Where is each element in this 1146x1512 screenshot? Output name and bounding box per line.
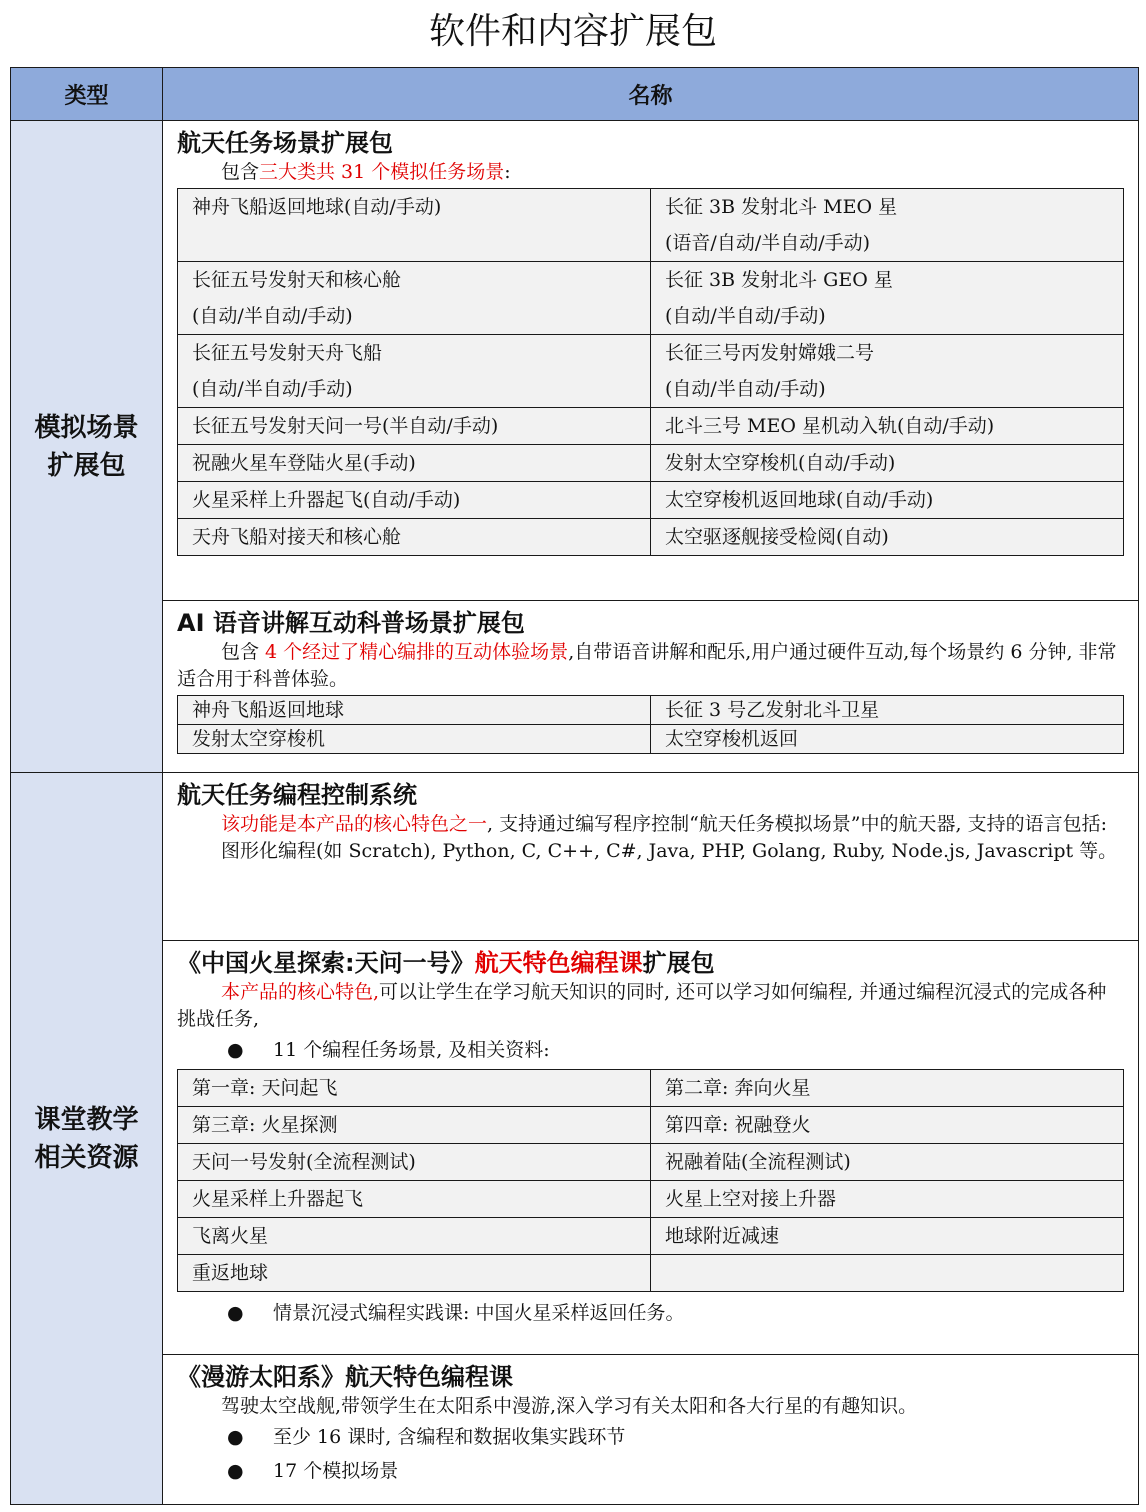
grid-cell: 长征 3B 发射北斗 MEO 星 (语音/自动/半自动/手动) [651,189,1124,262]
block-intro: 本产品的核心特色,可以让学生在学习航天知识的同时, 还可以学习如何编程, 并通过编程沉浸式的完成各种挑战任务, [177,981,1107,1030]
grid-row [178,482,1124,519]
type-cell-class [11,773,163,1505]
block-programming-system [163,773,1139,941]
block-ai-voice-pack [163,601,1139,773]
grid-row [178,1107,1124,1144]
block-intro: 驾驶太空战舰,带领学生在太阳系中漫游,深入学习有关太阳和各大行星的有趣知识。 [221,1395,918,1417]
grid-cell: 长征三号丙发射嫦娥二号 (自动/半自动/手动) [651,335,1124,408]
grid-cell: 天问一号发射(全流程测试) [178,1144,651,1181]
grid-cell: 太空驱逐舰接受检阅(自动) [651,519,1124,556]
header-name: 名称 [163,68,1139,121]
grid-cell: 北斗三号 MEO 星机动入轨(自动/手动) [651,408,1124,445]
grid-cell: 发射太空穿梭机 [178,725,651,754]
grid-row [178,1144,1124,1181]
type-label-class: 课堂教学 相关资源 [34,1104,139,1173]
grid-cell: 长征五号发射天问一号(半自动/手动) [178,408,651,445]
bullet-item: ● 17 个模拟场景 [177,1454,1124,1488]
grid-cell: 太空穿梭机返回地球(自动/手动) [651,482,1124,519]
grid-cell: 太空穿梭机返回 [651,725,1124,754]
block-title: 《漫游太阳系》航天特色编程课 [177,1363,513,1391]
grid-cell: 祝融着陆(全流程测试) [651,1144,1124,1181]
grid-cell: 第三章: 火星探测 [178,1107,651,1144]
scene-grid [177,188,1124,556]
grid-row [178,262,1124,335]
block-intro: 该功能是本产品的核心特色之一, 支持通过编写程序控制“航天任务模拟场景”中的航天器, 支持的语言包括: [221,813,1108,835]
grid-cell: 火星采样上升器起飞 [178,1181,651,1218]
block-title: 《中国火星探索:天问一号》航天特色编程课扩展包 [177,949,715,977]
block-solar-system-course [163,1355,1139,1505]
extension-pack-table [10,67,1139,1505]
grid-row [178,519,1124,556]
page-title: 软件和内容扩展包 [428,11,717,52]
grid-cell: 地球附近减速 [651,1218,1124,1255]
grid-row [178,335,1124,408]
grid-cell: 第四章: 祝融登火 [651,1107,1124,1144]
grid-cell: 神舟飞船返回地球 [178,696,651,725]
grid-row [178,696,1124,725]
header-type: 类型 [11,68,163,121]
grid-row [178,1218,1124,1255]
block-title: AI 语音讲解互动科普场景扩展包 [177,609,525,637]
grid-cell: 长征 3 号乙发射北斗卫星 [651,696,1124,725]
block-title: 航天任务编程控制系统 [177,781,417,809]
block-languages: 图形化编程(如 Scratch), Python, C, C++, C#, Java, PHP, Golang, Ruby, Node.js, Javascript 等。 [221,840,1118,862]
grid-cell: 发射太空穿梭机(自动/手动) [651,445,1124,482]
type-label-sim: 模拟场景 扩展包 [34,412,139,481]
bullet-item: ● 11 个编程任务场景, 及相关资料: [177,1033,1124,1067]
grid-cell: 重返地球 [178,1255,651,1292]
block-title: 航天任务场景扩展包 [177,129,393,157]
grid-cell: 长征五号发射天舟飞船 (自动/半自动/手动) [178,335,651,408]
grid-row [178,1255,1124,1292]
grid-row [178,189,1124,262]
grid-row [178,408,1124,445]
grid-cell: 祝融火星车登陆火星(手动) [178,445,651,482]
grid-cell [651,1255,1124,1292]
grid-cell: 神舟飞船返回地球(自动/手动) [178,189,651,262]
grid-cell: 天舟飞船对接天和核心舱 [178,519,651,556]
grid-cell: 第二章: 奔向火星 [651,1070,1124,1107]
header-row [11,68,1139,121]
scene-grid [177,695,1124,754]
block-mars-course [163,941,1139,1355]
grid-cell: 飞离火星 [178,1218,651,1255]
block-mission-scene-pack [163,121,1139,601]
grid-row [178,725,1124,754]
chapter-grid [177,1069,1124,1292]
grid-row [178,445,1124,482]
grid-cell: 长征 3B 发射北斗 GEO 星 (自动/半自动/手动) [651,262,1124,335]
bullet-item: ● 至少 16 课时, 含编程和数据收集实践环节 [177,1420,1124,1454]
bullet-item: ● 情景沉浸式编程实践课: 中国火星采样返回任务。 [177,1296,1124,1330]
grid-row [178,1181,1124,1218]
grid-row [178,1070,1124,1107]
grid-cell: 长征五号发射天和核心舱 (自动/半自动/手动) [178,262,651,335]
grid-cell: 火星上空对接上升器 [651,1181,1124,1218]
block-intro: 包含三大类共 31 个模拟任务场景: [221,161,511,183]
grid-cell: 第一章: 天问起飞 [178,1070,651,1107]
block-intro: 包含 4 个经过了精心编排的互动体验场景,自带语音讲解和配乐,用户通过硬件互动,每个场景约 6 分钟, 非常适合用于科普体验。 [177,641,1117,690]
type-cell-sim [11,121,163,773]
grid-cell: 火星采样上升器起飞(自动/手动) [178,482,651,519]
